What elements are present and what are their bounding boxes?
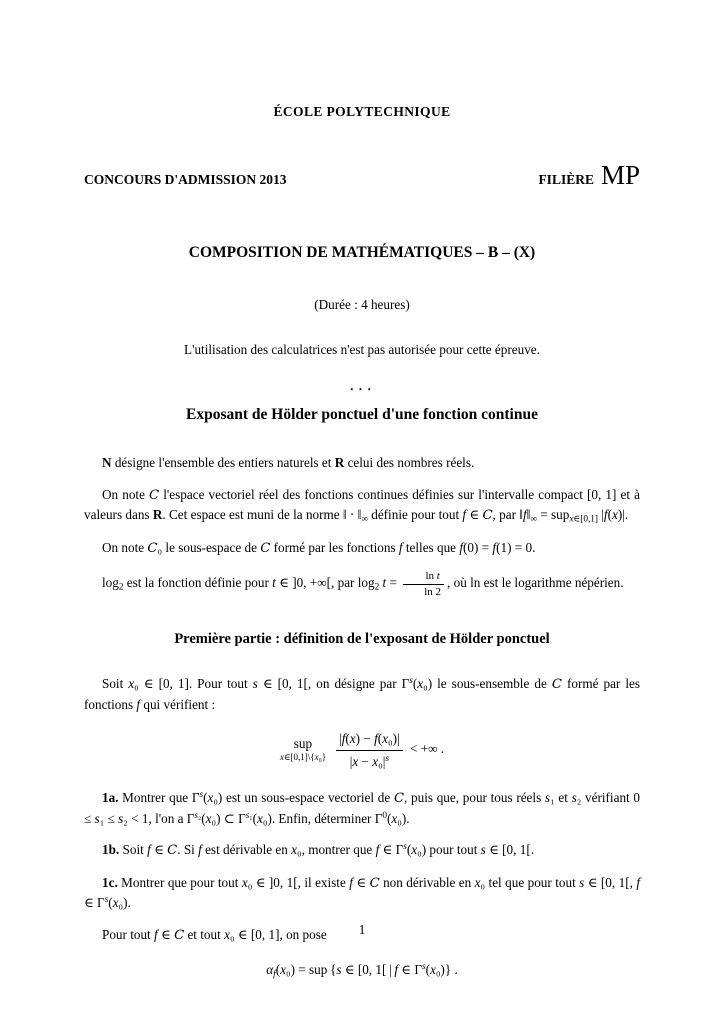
paragraph-norm-definition: On note C l'espace vectoriel réel des fonctions continues définies sur l'intervalle compact [0, 1] et à valeurs dans R. Cet espace est muni de la norme ‖ · $‖_\infty$ définie pour tout f ∈ C, par $‖f‖_\infty = sup_{x\in[0,1]}$ |f(x)|.: [84, 486, 640, 524]
page-number: 1: [358, 922, 366, 937]
filiere: [538, 156, 640, 196]
stars-ornament: ⋆⋆⋆: [349, 384, 375, 395]
paragraph-naturals-reals: N désigne l'ensemble des entiers naturels et R celui des nombres réels.: [102, 455, 475, 471]
paragraph-pose: Pour tout f ∈ C et tout x₀ ∈ [0, 1], on pose: [102, 926, 327, 943]
paragraph-c0-subspace: On note C₀ le sous-espace de C formé par les fonctions f telles que f(0) = f(1) = 0.: [102, 539, 536, 556]
calculator-notice: L'utilisation des calculatrices n'est pas autorisée pour cette épreuve.: [184, 342, 540, 358]
institution-title: ÉCOLE POLYTECHNIQUE: [273, 104, 451, 119]
admission-row: [84, 156, 640, 196]
filiere-label: FILIÈRE: [538, 171, 594, 187]
question-1c: 1c. Montrer que pour tout x₀ ∈ ]0, 1[, il existe f ∈ C non dérivable en x₀ tel que pour tout s ∈ [0, 1[, f ∈ $\Gamma^s(x_0)$.: [84, 874, 640, 911]
display-equation-sup: sup x∈[0,1]\{x₀} $\frac{\text{|f(x) − f(x₀)|}}{|x - x_0|^s}$ < +∞ .: [279, 731, 445, 769]
duration-note: (Durée : 4 heures): [314, 296, 410, 312]
composition-title: COMPOSITION DE MATHÉMATIQUES – B – (X): [188, 243, 536, 261]
concours-label: CONCOURS D'ADMISSION 2013: [84, 171, 287, 187]
question-1b: 1b. Soit f ∈ C. Si f est dérivable en x₀, montrer que f ∈ $\Gamma^s(x_0)$ pour tout s ∈ [0, 1[.: [102, 841, 535, 859]
paragraph-log2-definition: $\log_2$ est la fonction définie pour t ∈ ]0, +∞[, par $\log_2 t$ = $\frac{\text{ln t}}{\ln 2}$ , où ln est le logarithme népérien.: [102, 570, 624, 598]
display-equation-alpha: $\alpha_f(x_0)$ = sup {s ∈ [0, 1[ | f ∈ $\Gamma^s(x_0)$} .: [266, 961, 458, 979]
subject-title: Exposant de Hölder ponctuel d'une fonction continue: [186, 406, 538, 424]
question-1a: 1a. Montrer que $\Gamma^s(x_0)$ est un sous-espace vectoriel de C, puis que, pour tous réels s₁ et s₂ vérifiant 0 ≤ s₁ ≤ s₂ < 1, l'on a $\Gamma^{s_2}(x_0)$ ⊂ $\Gamma^{s_1}(x_0)$. Enfin, déterminer $\Gamma^0(x_0)$.: [84, 789, 640, 826]
filiere-value: MP: [600, 159, 640, 190]
paragraph-gamma-definition: Soit x₀ ∈ [0, 1]. Pour tout s ∈ [0, 1[, on désigne par $\Gamma^s(x_0)$ le sous-ensemble de C formé par les fonctions f qui vérifient :: [84, 674, 640, 712]
part1-section-title: Première partie : définition de l'exposant de Hölder ponctuel: [174, 630, 550, 647]
